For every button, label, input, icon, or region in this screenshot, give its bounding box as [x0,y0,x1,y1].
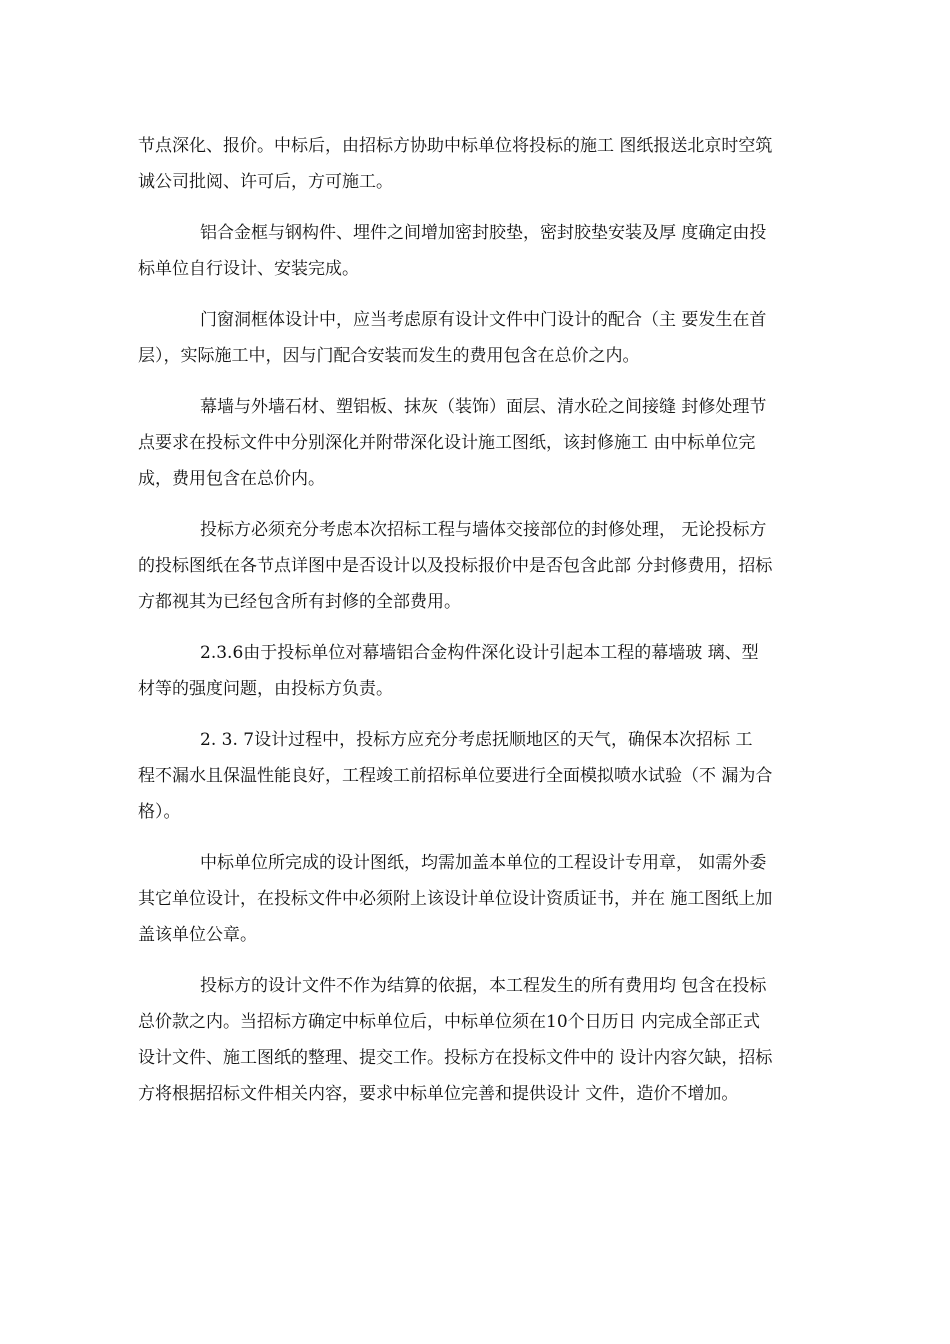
paragraph-line: 的投标图纸在各节点详图中是否设计以及投标报价中是否包含此部 分封修费用，招标 [138,556,773,576]
paragraph-line: 投标方必须充分考虑本次招标工程与墙体交接部位的封修处理， 无论投标方 [200,520,767,540]
paragraph-line: 材等的强度问题，由投标方负责。 [138,679,393,699]
paragraph-line: 节点深化、报价。中标后，由招标方协助中标单位将投标的施工 图纸报送北京时空筑 [138,136,773,156]
paragraph-8 [138,845,826,953]
paragraph-9 [138,968,826,1112]
paragraph-line: 格）。 [138,802,181,822]
paragraph-line: 层），实际施工中，因与门配合安装而发生的费用包含在总价之内。 [138,346,640,366]
paragraph-4 [138,389,826,497]
paragraph-line: 方都视其为已经包含所有封修的全部费用。 [138,592,461,612]
paragraph-line: 成，费用包含在总价内。 [138,469,325,489]
paragraph-line: 其它单位设计，在投标文件中必须附上该设计单位设计资质证书，并在 施工图纸上加 [138,889,773,909]
paragraph-line: 盖该单位公章。 [138,925,257,945]
paragraph-line: 铝合金框与钢构件、埋件之间增加密封胶垫，密封胶垫安装及厚 度确定由投 [200,223,767,243]
paragraph-line: 中标单位所完成的设计图纸，均需加盖本单位的工程设计专用章， 如需外委 [200,853,767,873]
paragraph-line: 总价款之内。当招标方确定中标单位后，中标单位须在10个日历日 内完成全部正式 [138,1012,761,1032]
paragraph-line: 门窗洞框体设计中，应当考虑原有设计文件中门设计的配合（主 要发生在首 [200,310,767,330]
paragraph-line: 2. 3. 7设计过程中，投标方应充分考虑抚顺地区的天气，确保本次招标 工 [200,730,753,750]
paragraph-line: 投标方的设计文件不作为结算的依据，本工程发生的所有费用均 包含在投标 [200,976,767,996]
paragraph-7 [138,722,826,830]
paragraph-1 [138,128,826,200]
paragraph-line: 程不漏水且保温性能良好，工程竣工前招标单位要进行全面模拟喷水试验（不 漏为合 [138,766,773,786]
paragraph-line: 设计文件、施工图纸的整理、提交工作。投标方在投标文件中的 设计内容欠缺，招标 [138,1048,773,1068]
paragraph-line: 幕墙与外墙石材、塑铝板、抹灰（装饰）面层、清水砼之间接缝 封修处理节 [200,397,767,417]
paragraph-3 [138,302,826,374]
document-body [138,128,826,1127]
paragraph-line: 诚公司批阅、许可后，方可施工。 [138,172,393,192]
paragraph-line: 点要求在投标文件中分别深化并附带深化设计施工图纸，该封修施工 由中标单位完 [138,433,756,453]
paragraph-line: 标单位自行设计、安装完成。 [138,259,359,279]
paragraph-line: 方将根据招标文件相关内容，要求中标单位完善和提供设计 文件，造价不增加。 [138,1084,739,1104]
paragraph-line: 2.3.6由于投标单位对幕墙铝合金构件深化设计引起本工程的幕墙玻 璃、型 [200,643,759,663]
paragraph-2 [138,215,826,287]
paragraph-6 [138,635,826,707]
paragraph-5 [138,512,826,620]
